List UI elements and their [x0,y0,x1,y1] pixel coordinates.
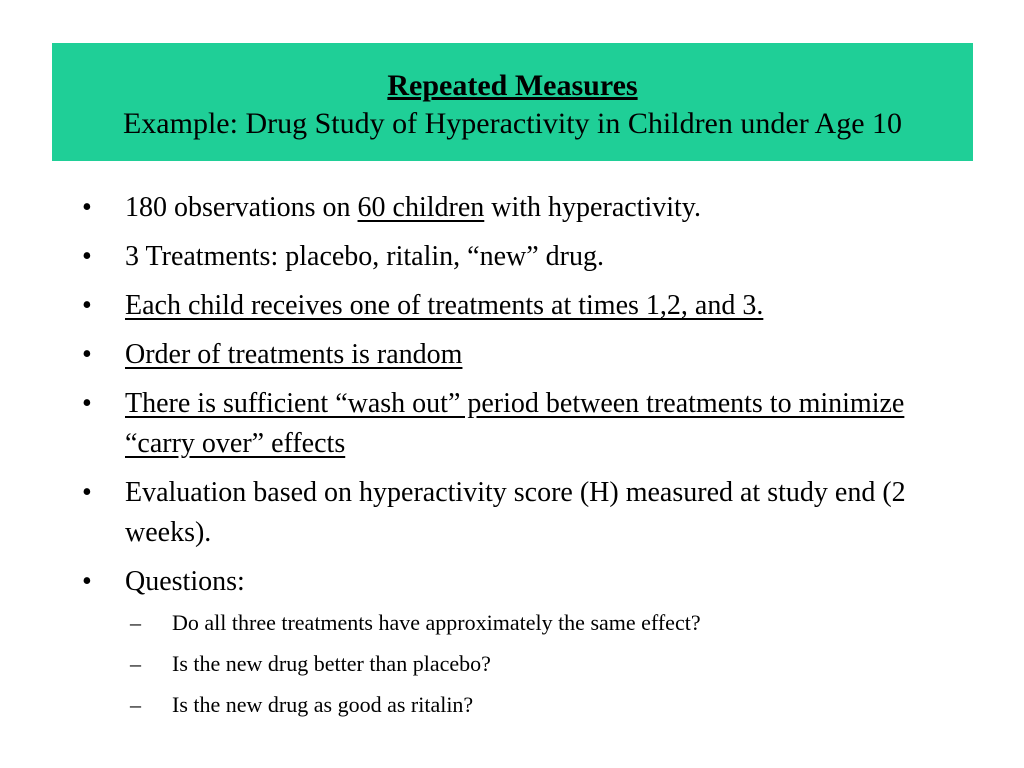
question-item [82,690,962,720]
bullet-marker: • [82,388,92,419]
bullet-order [82,335,962,375]
question-item [82,608,962,638]
bullet-marker: • [82,241,92,272]
bullet-observations [82,188,962,228]
bullet-marker: • [82,477,92,508]
bullet-marker: • [82,339,92,370]
sub-bullet-marker: – [130,692,141,717]
bullet-treatments [82,237,962,277]
bullet-underlined-text: Each child receives one of treatments at times 1,2, and 3. [125,290,764,321]
bullet-marker: • [82,566,92,597]
sub-bullet-marker: – [130,610,141,635]
bullet-text: 3 Treatments: placebo, ritalin, “new” drug. [125,241,604,272]
bullet-washout [82,384,962,464]
slide-title: Repeated Measures [387,69,638,102]
question-text: Do all three treatments have approximately the same effect? [172,610,701,635]
bullet-evaluation [82,473,962,553]
bullet-marker: • [82,192,92,223]
bullet-text: 180 observations on [125,192,358,223]
title-banner [52,43,973,161]
bullet-list [82,188,962,731]
sub-bullet-marker: – [130,651,141,676]
bullet-text: Evaluation based on hyperactivity score (H) measured at study end (2 weeks). [125,477,906,548]
bullet-text: with hyperactivity. [484,192,701,223]
bullet-underlined-text: There is sufficient “wash out” period between treatments to minimize “carry over” effects [125,388,905,459]
bullet-marker: • [82,290,92,321]
question-item [82,649,962,679]
bullet-underlined-text: Order of treatments is random [125,339,463,370]
question-text: Is the new drug as good as ritalin? [172,692,474,717]
bullet-questions [82,562,962,602]
question-text: Is the new drug better than placebo? [172,651,491,676]
bullet-underlined-text: 60 children [357,192,485,223]
bullet-each-child [82,286,962,326]
slide-subtitle: Example: Drug Study of Hyperactivity in Children under Age 10 [122,107,903,140]
bullet-text: Questions: [125,566,245,597]
